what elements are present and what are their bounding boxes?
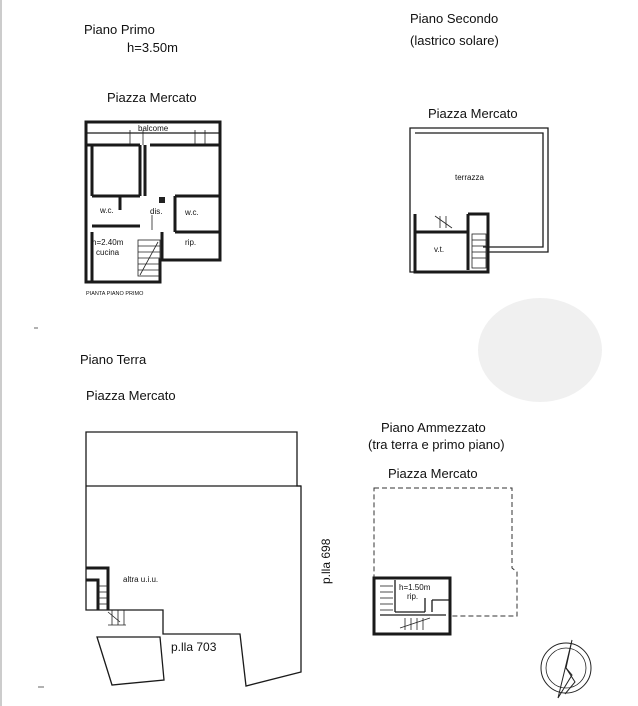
mezzanine-room-storage: rip.: [407, 592, 419, 601]
second-floor-plan: [410, 11, 548, 272]
second-floor-title: Piano Secondo: [410, 11, 499, 26]
room-storage: rip.: [185, 238, 197, 247]
first-floor-caption: PIANTA PIANO PRIMO: [86, 291, 144, 297]
first-floor-title: Piano Primo: [84, 22, 155, 37]
ground-floor-title: Piano Terra: [80, 352, 147, 367]
room-other-unit: altra u.i.u.: [123, 575, 159, 584]
room-hall: dis.: [150, 207, 163, 216]
second-floor-street: Piazza Mercato: [428, 106, 518, 121]
room-stairwell: v.t.: [434, 245, 445, 254]
parcel-698: p.lla 698: [319, 538, 333, 584]
ground-floor-annex: [97, 637, 164, 685]
ground-floor-street: Piazza Mercato: [86, 388, 176, 403]
room-wc-right: w.c.: [185, 208, 199, 217]
kitchen-height: h=2.40m: [92, 238, 124, 247]
terrace-outline: [410, 128, 548, 272]
mezzanine-street: Piazza Mercato: [388, 466, 478, 481]
second-floor-stair: [435, 216, 486, 268]
parcel-703: p.lla 703: [171, 640, 217, 654]
ground-floor-plan: [80, 352, 333, 686]
first-floor-street: Piazza Mercato: [107, 90, 197, 105]
second-floor-subtitle: (lastrico solare): [410, 33, 499, 48]
stairwell-walls: [415, 214, 488, 272]
mezzanine-subtitle: (tra terra e primo piano): [368, 437, 505, 452]
room-wc-left: w.c.: [100, 206, 114, 215]
north-arrow-icon: [541, 640, 591, 698]
mezzanine-height: h=1.50m: [399, 583, 431, 592]
fixture-icon: [159, 197, 165, 203]
ground-floor-stair: [86, 568, 126, 625]
mezzanine-title: Piano Ammezzato: [381, 420, 486, 435]
mezzanine-stair: [380, 586, 430, 630]
first-floor-height: h=3.50m: [127, 40, 178, 55]
first-floor-plan: [84, 22, 220, 297]
room-kitchen: cucina: [96, 248, 120, 257]
room-balcony: balcome: [138, 124, 169, 133]
terrace-inner-parapet: [415, 133, 543, 247]
first-floor-stair: [138, 240, 160, 276]
scan-smudge: [478, 298, 602, 402]
room-terrace: terrazza: [455, 173, 484, 182]
mezzanine-plan: [368, 420, 517, 634]
